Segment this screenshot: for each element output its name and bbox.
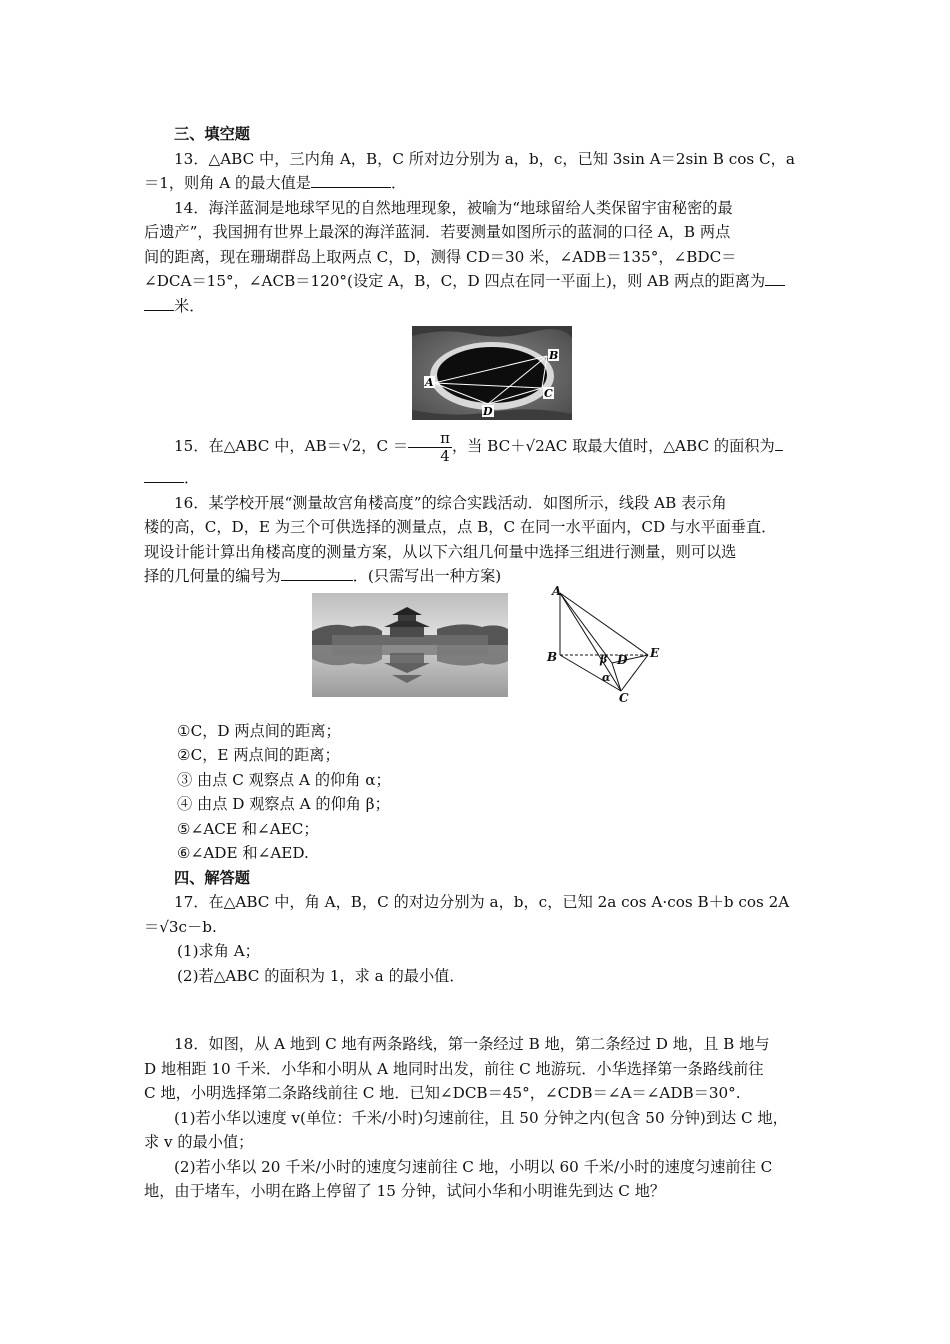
q15-line2: ． — [144, 466, 810, 491]
q16-line1: 16．某学校开展“测量故宫角楼高度”的综合实践活动．如图所示，线段 AB 表示角 — [174, 493, 727, 512]
q17-sub1: (1)求角 A； — [177, 942, 260, 960]
q17-sub2: (2)若△ABC 的面积为 1，求 a 的最小值． — [177, 966, 465, 985]
q16-option-4: ④ 由点 D 观察点 A 的仰角 β； — [177, 795, 390, 813]
q16-figures — [144, 584, 810, 709]
q18-sub2-line1: (2)若小华以 20 千米/小时的速度匀速前往 C 地，小明以 60 千米/小时的速度匀速前往 C — [174, 1157, 773, 1176]
section-title-solve: 四、解答题 — [174, 868, 250, 887]
section-title-fill-in: 三、填空题 — [174, 125, 250, 143]
q14-line5: 米． — [144, 294, 810, 319]
q15-answer-blank-cont[interactable] — [144, 467, 184, 483]
fig3-label-alpha: α — [602, 670, 611, 684]
q16-line4: 择的几何量的编号为 ．(只需写出一种方案) — [144, 567, 502, 585]
q16-option-6: ⑥∠ADE 和∠AED. — [177, 844, 309, 862]
q13-line1: 13．△ABC 中，三内角 A，B，C 所对边分别为 a，b，c，已知 3sin A＝2sin B cos C，a — [174, 149, 795, 168]
q16-line3: 现设计能计算出角楼高度的测量方案，从以下六组几何量中选择三组进行测量，则可以选 — [144, 542, 737, 561]
pi-over-4-fraction: $\frac{\pi}{4}$ — [408, 430, 452, 465]
fig3-label-d: D — [617, 652, 628, 667]
q14-answer-blank-cont[interactable] — [144, 295, 174, 311]
sqrt-sign: √ — [159, 917, 169, 936]
q14-line2: 后遗产”，我国拥有世界上最深的海洋蓝洞．若要测量如图所示的蓝洞的口径 A，B 两点 — [144, 223, 731, 241]
q15-answer-blank[interactable] — [775, 435, 783, 451]
fig3-label-b: B — [547, 649, 558, 664]
blue-hole-figure — [412, 326, 572, 420]
fig3-label-c: C — [619, 690, 629, 703]
fig3-label-beta: β — [600, 652, 608, 666]
q16-answer-blank[interactable] — [281, 565, 353, 581]
q15-line1: 15．在△ABC 中，AB＝√2，C ＝ $\frac{\pi}{4}$ ，当 BC＋√2AC 取最大值时，△ABC 的面积为 — [144, 426, 810, 466]
fig3-label-e: E — [650, 645, 660, 660]
q17-line1: 17．在△ABC 中，角 A，B，C 的对边分别为 a，b，c，已知 2a cos A·cos B＋b cos 2A — [174, 893, 790, 911]
q18-sub1-line2: 求 v 的最小值； — [144, 1133, 254, 1151]
tower-height-diagram — [544, 585, 674, 703]
q13-answer-blank[interactable] — [311, 172, 391, 188]
sqrt-sign: √ — [341, 437, 352, 455]
q14-line1: 14．海洋蓝洞是地球罕见的自然地理现象，被喻为“地球留给人类保留宇宙秘密的最 — [174, 198, 733, 217]
sqrt-sign: √ — [525, 437, 536, 455]
q18-line1: 18．如图，从 A 地到 C 地有两条路线，第一条经过 B 地，第二条经过 D 地，且 B 地与 — [174, 1035, 770, 1053]
q13-line2: ＝1，则角 A 的最大值是 ． — [144, 174, 407, 192]
q18-line3: C 地，小明选择第二条路线前往 C 地．已知∠DCB＝45°，∠CDB＝∠A＝∠ADB＝30°. — [144, 1084, 741, 1102]
q16-option-5: ⑤∠ACE 和∠AEC； — [177, 819, 319, 838]
q14-line3: 间的距离，现在珊瑚群岛上取两点 C，D，测得 CD＝30 米，∠ADB＝135°，∠BDC＝ — [144, 247, 737, 266]
q14-answer-blank[interactable] — [765, 270, 785, 286]
q18-sub1-line1: (1)若小华以速度 v(单位：千米/小时)匀速前往，且 50 分钟之内(包含 50 分钟)到达 C 地， — [174, 1108, 788, 1127]
q14-line4: ∠DCA＝15°，∠ACB＝120°(设定 A，B，C，D 四点在同一平面上)，则 AB 两点的距离为 — [144, 269, 810, 294]
fig1-label-d: D — [483, 405, 493, 418]
corner-tower-photo — [312, 593, 508, 697]
fig1-label-c: C — [544, 387, 553, 400]
fig1-label-a: A — [425, 376, 434, 389]
q16-option-3: ③ 由点 C 观察点 A 的仰角 α； — [177, 770, 391, 789]
q18-sub2-line2: 地，由于堵车，小明在路上停留了 15 分钟，试问小华和小明谁先到达 C 地？ — [144, 1182, 666, 1200]
q16-option-2: ②C，E 两点间的距离； — [177, 746, 340, 764]
hole-interior — [437, 347, 547, 403]
q16-line2: 楼的高，C，D，E 为三个可供选择的测量点，点 B，C 在同一水平面内，CD 与水平面垂直． — [144, 518, 777, 536]
document-page — [144, 122, 810, 1204]
fig1-label-b: B — [549, 349, 559, 362]
q17-line2: ＝√3c－b. — [144, 917, 217, 936]
fig3-label-a: A — [552, 584, 562, 598]
q18-line2: D 地相距 10 千米．小华和小明从 A 地同时出发，前往 C 地游玩．小华选择第一条路线前往 — [144, 1059, 764, 1078]
q16-option-1: ①C，D 两点间的距离； — [177, 721, 341, 740]
